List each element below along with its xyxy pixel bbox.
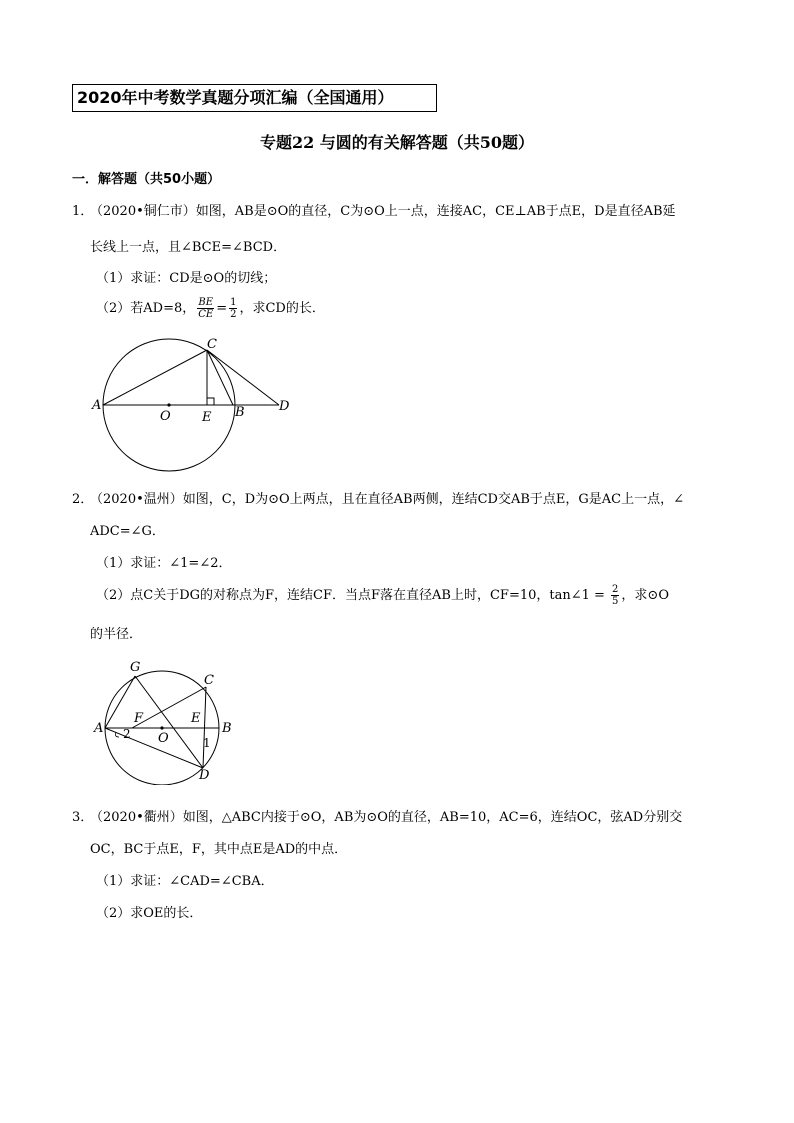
fraction: $\frac{1}{2}$ — [230, 297, 237, 320]
sub-question-suffix: ，求⊙O — [621, 588, 669, 603]
fraction: $\frac{2}{5}$ — [612, 584, 619, 607]
label-b: B — [235, 405, 245, 420]
label-c: C — [207, 337, 217, 352]
center-dot — [167, 403, 170, 406]
label-a: A — [94, 721, 104, 736]
question-number: 1． — [72, 204, 94, 219]
fraction: $\frac{BE}{CE}$ — [198, 297, 214, 320]
question-text: 长线上一点，且∠BCE=∠BCD． — [90, 240, 287, 255]
figure-2 — [90, 655, 240, 785]
label-e: E — [202, 410, 212, 425]
label-e: E — [191, 711, 201, 726]
label-d: D — [279, 399, 290, 414]
label-c: C — [204, 673, 214, 688]
label-d: D — [199, 768, 210, 783]
label-f: F — [134, 711, 144, 726]
label-o: O — [160, 409, 171, 424]
line-ga — [105, 676, 135, 728]
topic-title: 专题22 与圆的有关解答题（共50题） — [259, 133, 535, 152]
sub-question: （1）求证：∠1=∠2． — [96, 556, 232, 571]
section-title: 一．解答题（共50小题） — [72, 172, 221, 187]
sub-question-suffix: ，求CD的长． — [239, 301, 325, 316]
sub-question: （1）求证：∠CAD=∠CBA． — [96, 874, 274, 889]
label-b: B — [222, 721, 232, 736]
question-text: ADC=∠G． — [90, 524, 165, 539]
question-text: OC，BC于点E，F，其中点E是AD的中点． — [90, 842, 348, 857]
label-g: G — [130, 660, 141, 675]
line-cd — [207, 350, 279, 405]
series-title: 2020年中考数学真题分项汇编（全国通用） — [72, 84, 437, 112]
question-text: （2020•铜仁市）如图，AB是⊙O的直径，C为⊙O上一点，连接AC，CE⊥AB于点E，D是直径AB延 — [90, 204, 676, 219]
question-text: （2020•衢州）如图，△ABC内接于⊙O，AB为⊙O的直径，AB=10，AC=6，连结OC，弦AD分别交 — [90, 810, 683, 825]
sub-question-prefix: （2）点C关于DG的对称点为F，连结CF．当点F落在直径AB上时，CF=10，tan∠1 = — [96, 588, 610, 603]
sub-question: （2）若AD=8， $\frac{BE}{CE}$ = $\frac{1}{2}$ ，求CD的长． — [96, 297, 325, 320]
sub-question: （1）求证：CD是⊙O的切线； — [96, 271, 277, 286]
right-angle-mark — [207, 398, 214, 405]
label-o: O — [158, 731, 169, 746]
label-angle-1: 1 — [203, 736, 211, 750]
label-a: A — [92, 398, 102, 413]
sub-question — [96, 584, 669, 607]
question-number: 3． — [72, 810, 94, 825]
sub-question-prefix: （2）若AD=8， — [96, 301, 196, 316]
line-ac — [103, 350, 207, 405]
figure-1 — [90, 332, 310, 472]
label-angle-2: 2 — [123, 727, 131, 741]
center-dot — [160, 726, 163, 729]
question-number: 2． — [72, 492, 94, 507]
question-text: （2020•温州）如图，C，D为⊙O上两点，且在直径AB两侧，连结CD交AB于点E，G是AC上一点，∠ — [90, 492, 685, 507]
question-text: 的半径． — [90, 627, 143, 642]
sub-question: （2）求OE的长． — [96, 906, 203, 921]
